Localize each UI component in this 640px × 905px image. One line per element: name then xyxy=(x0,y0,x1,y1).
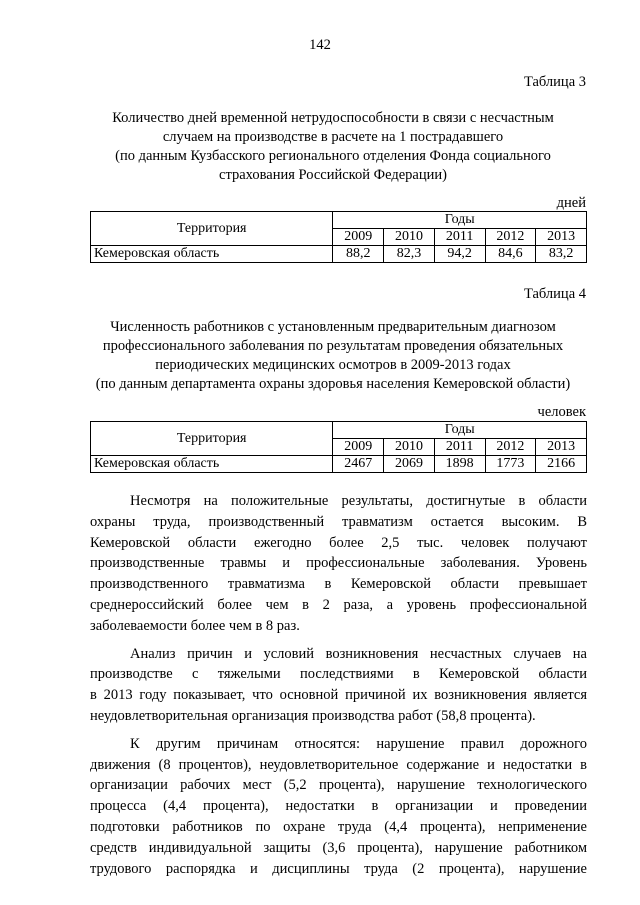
table3-caption xyxy=(80,109,586,185)
table4-caption xyxy=(80,318,586,394)
year-cell: 2012 xyxy=(485,439,536,456)
caption-line: страхования Российской Федерации) xyxy=(219,167,447,183)
value-cell: 88,2 xyxy=(333,246,384,263)
text-line: охраны труда, производственный травматизм остается высоким. В xyxy=(90,513,587,530)
text-line: производственного травматизма в Кемеровской области превышает xyxy=(90,576,587,593)
text-line: в 2013 году показывает, что основной причиной их возникновения является xyxy=(90,687,587,704)
text-line: подготовки работников по охране труда (4,4 процента), неприменение xyxy=(90,818,587,835)
value-cell: 2467 xyxy=(333,456,384,473)
value-cell: 1898 xyxy=(434,456,485,473)
text-line: Анализ причин и условий возникновения несчастных случаев на xyxy=(130,645,587,662)
paragraph xyxy=(90,491,587,637)
table4-label: Таблица 4 xyxy=(523,286,586,302)
year-cell: 2013 xyxy=(536,229,587,246)
table3-unit: дней xyxy=(556,195,586,211)
caption-line: (по данным Кузбасского регионального отделения Фонда социального xyxy=(115,148,551,164)
caption-line: Количество дней временной нетрудоспособности в связи с несчастным xyxy=(112,110,554,126)
paragraph xyxy=(90,644,587,727)
caption-line: Численность работников с установленным предварительным диагнозом xyxy=(110,319,556,335)
text-line: К другим причинам относятся: нарушение правил дорожного xyxy=(130,735,587,752)
text-line: производственные травмы и профессиональные заболевания. Уровень xyxy=(90,555,587,572)
value-cell: 82,3 xyxy=(384,246,435,263)
header-territory: Территория xyxy=(91,212,333,246)
text-line: неудовлетворительная организация производства работ (58,8 процента). xyxy=(90,707,536,724)
text-line: среднероссийский более чем в 2 раза, а уровень профессиональной xyxy=(90,596,587,613)
header-years: Годы xyxy=(333,212,587,229)
paragraph xyxy=(90,734,587,880)
header-years: Годы xyxy=(333,422,587,439)
table-row xyxy=(91,456,587,473)
text-line: заболеваемости более чем в 8 раз. xyxy=(90,617,300,634)
year-cell: 2009 xyxy=(333,229,384,246)
region-cell: Кемеровская область xyxy=(91,246,333,263)
body-text xyxy=(90,491,587,879)
text-line: процесса (4,4 процента), недостатки в организации и проведении xyxy=(90,798,587,815)
page-number: 142 xyxy=(309,37,331,53)
table3 xyxy=(90,211,587,263)
table-row xyxy=(91,246,587,263)
header-territory: Территория xyxy=(91,422,333,456)
text-line: трудового распорядка и дисциплины труда (2 процента), нарушение xyxy=(90,860,587,877)
year-cell: 2010 xyxy=(384,229,435,246)
value-cell: 2166 xyxy=(536,456,587,473)
year-cell: 2013 xyxy=(536,439,587,456)
value-cell: 2069 xyxy=(384,456,435,473)
table4 xyxy=(90,421,587,473)
caption-line: профессионального заболевания по результатам проведения обязательных xyxy=(102,338,564,354)
year-cell: 2012 xyxy=(485,229,536,246)
caption-line: случаем на производстве в расчете на 1 пострадавшего xyxy=(162,129,504,145)
caption-line: периодических медицинских осмотров в 2009-2013 годах xyxy=(155,357,511,373)
value-cell: 84,6 xyxy=(485,246,536,263)
table4-unit: человек xyxy=(537,404,586,420)
value-cell: 94,2 xyxy=(434,246,485,263)
text-line: средств индивидуальной защиты (3,6 процента), нарушение работником xyxy=(90,839,587,856)
text-line: Кемеровской области ежегодно более 2,5 тыс. человек получают xyxy=(90,534,587,551)
year-cell: 2010 xyxy=(384,439,435,456)
value-cell: 1773 xyxy=(485,456,536,473)
text-line: производстве с тяжелыми последствиями в Кемеровской области xyxy=(90,666,587,683)
table3-label: Таблица 3 xyxy=(523,74,586,90)
year-cell: 2011 xyxy=(434,229,485,246)
text-line: организации рабочих мест (5,2 процента), нарушение технологического xyxy=(90,777,587,794)
year-cell: 2009 xyxy=(333,439,384,456)
value-cell: 83,2 xyxy=(536,246,587,263)
caption-line: (по данным департамента охраны здоровья населения Кемеровской области) xyxy=(95,376,571,392)
year-cell: 2011 xyxy=(434,439,485,456)
region-cell: Кемеровская область xyxy=(91,456,333,473)
text-line: движения (8 процентов), неудовлетворительное содержание и недостатки в xyxy=(90,756,587,773)
text-line: Несмотря на положительные результаты, достигнутые в области xyxy=(130,493,587,509)
